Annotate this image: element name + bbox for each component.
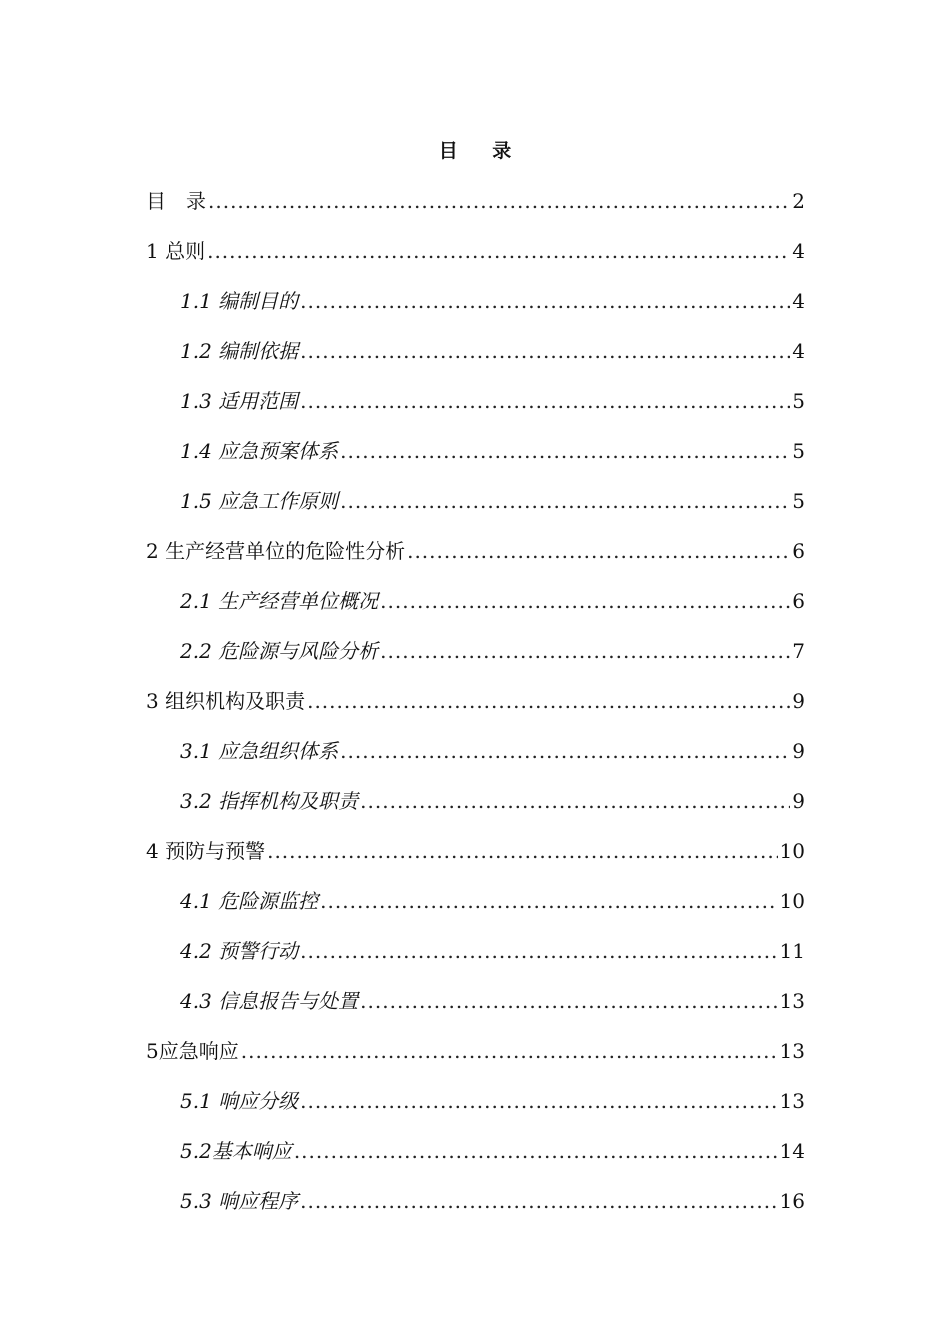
toc-entry-label: 3 组织机构及职责 <box>146 689 306 713</box>
toc-entry-label: 1.4 应急预案体系 <box>180 439 339 463</box>
toc-entry-page: 11 <box>779 939 805 963</box>
toc-entry[interactable] <box>180 726 805 776</box>
toc-entry-page: 13 <box>779 1039 805 1063</box>
toc-leader-dots <box>300 326 790 376</box>
toc-entry[interactable] <box>180 926 805 976</box>
toc-entry-page: 10 <box>779 839 805 863</box>
toc-leader-dots <box>307 676 790 726</box>
toc-leader-dots <box>208 176 790 226</box>
toc-entry-page: 6 <box>792 539 805 563</box>
toc-leader-dots <box>340 426 790 476</box>
toc-entry-page: 9 <box>792 739 805 763</box>
toc-entry-label: 1.1 编制目的 <box>180 289 299 313</box>
toc-entry-page: 14 <box>779 1139 805 1163</box>
toc-entry-label: 目 录 <box>146 189 206 213</box>
toc-entry-label: 1.3 适用范围 <box>180 389 299 413</box>
toc-entry-page: 5 <box>792 489 805 513</box>
toc-entry[interactable] <box>146 176 805 226</box>
toc-entry-page: 4 <box>792 339 805 363</box>
toc-entry-page: 4 <box>792 289 805 313</box>
toc-entry-page: 9 <box>792 789 805 813</box>
toc-entry-label: 5应急响应 <box>146 1039 239 1063</box>
toc-entry-label: 2 生产经营单位的危险性分析 <box>146 539 406 563</box>
toc-entry-page: 13 <box>779 989 805 1013</box>
toc-entry-page: 5 <box>792 439 805 463</box>
toc-leader-dots <box>300 926 777 976</box>
toc-entry-label: 3.2 指挥机构及职责 <box>180 789 359 813</box>
toc-entry[interactable] <box>146 1026 805 1076</box>
toc-leader-dots <box>340 476 790 526</box>
toc-leader-dots <box>300 1176 777 1226</box>
toc-leader-dots <box>380 576 790 626</box>
toc-entry[interactable] <box>180 426 805 476</box>
toc-entry[interactable] <box>180 976 805 1026</box>
toc-entry[interactable] <box>180 326 805 376</box>
toc-entry-label: 5.2基本响应 <box>180 1139 292 1163</box>
toc-entry-label: 4.3 信息报告与处置 <box>180 989 359 1013</box>
toc-entry-label: 4.2 预警行动 <box>180 939 299 963</box>
toc-leader-dots <box>340 726 790 776</box>
toc-entry-label: 4.1 危险源监控 <box>180 889 319 913</box>
toc-entry-page: 16 <box>779 1189 805 1213</box>
toc-entry[interactable] <box>180 876 805 926</box>
toc-entry-label: 1 总则 <box>146 239 206 263</box>
toc-entry[interactable] <box>180 276 805 326</box>
toc-entry-page: 6 <box>792 589 805 613</box>
toc-entry[interactable] <box>180 1076 805 1126</box>
toc-leader-dots <box>360 776 790 826</box>
toc-leader-dots <box>407 526 790 576</box>
toc-entry-label: 5.1 响应分级 <box>180 1089 299 1113</box>
toc-entry-label: 5.3 响应程序 <box>180 1189 299 1213</box>
toc-leader-dots <box>207 226 790 276</box>
toc-entry-label: 3.1 应急组织体系 <box>180 739 339 763</box>
toc-entry[interactable] <box>180 376 805 426</box>
toc-entry[interactable] <box>146 826 805 876</box>
toc-entry[interactable] <box>180 626 805 676</box>
toc-leader-dots <box>300 1076 777 1126</box>
toc-entry-page: 9 <box>792 689 805 713</box>
toc-entry-label: 4 预防与预警 <box>146 839 266 863</box>
toc-entry[interactable] <box>180 1126 805 1176</box>
toc-leader-dots <box>300 376 790 426</box>
toc-entry[interactable] <box>180 776 805 826</box>
toc-entry-page: 10 <box>779 889 805 913</box>
toc-entry-page: 13 <box>779 1089 805 1113</box>
toc-entry-label: 2.2 危险源与风险分析 <box>180 639 379 663</box>
toc-leader-dots <box>360 976 777 1026</box>
toc-entry-label: 2.1 生产经营单位概况 <box>180 589 379 613</box>
toc-entry-page: 5 <box>792 389 805 413</box>
toc-leader-dots <box>294 1126 778 1176</box>
toc-entry[interactable] <box>146 526 805 576</box>
toc-entry[interactable] <box>180 576 805 626</box>
toc-entry-label: 1.5 应急工作原则 <box>180 489 339 513</box>
toc-entry-page: 4 <box>792 239 805 263</box>
toc-entry[interactable] <box>180 1176 805 1226</box>
toc-leader-dots <box>380 626 790 676</box>
toc-entry[interactable] <box>146 676 805 726</box>
toc-leader-dots <box>241 1026 778 1076</box>
toc-leader-dots <box>267 826 777 876</box>
toc-leader-dots <box>320 876 777 926</box>
toc-entry-page: 7 <box>792 639 805 663</box>
toc-entry-page: 2 <box>792 189 805 213</box>
toc-leader-dots <box>300 276 790 326</box>
toc-entry-label: 1.2 编制依据 <box>180 339 299 363</box>
toc-heading: 目 录 <box>438 140 526 162</box>
toc-entry[interactable] <box>180 476 805 526</box>
toc-entry[interactable] <box>146 226 805 276</box>
